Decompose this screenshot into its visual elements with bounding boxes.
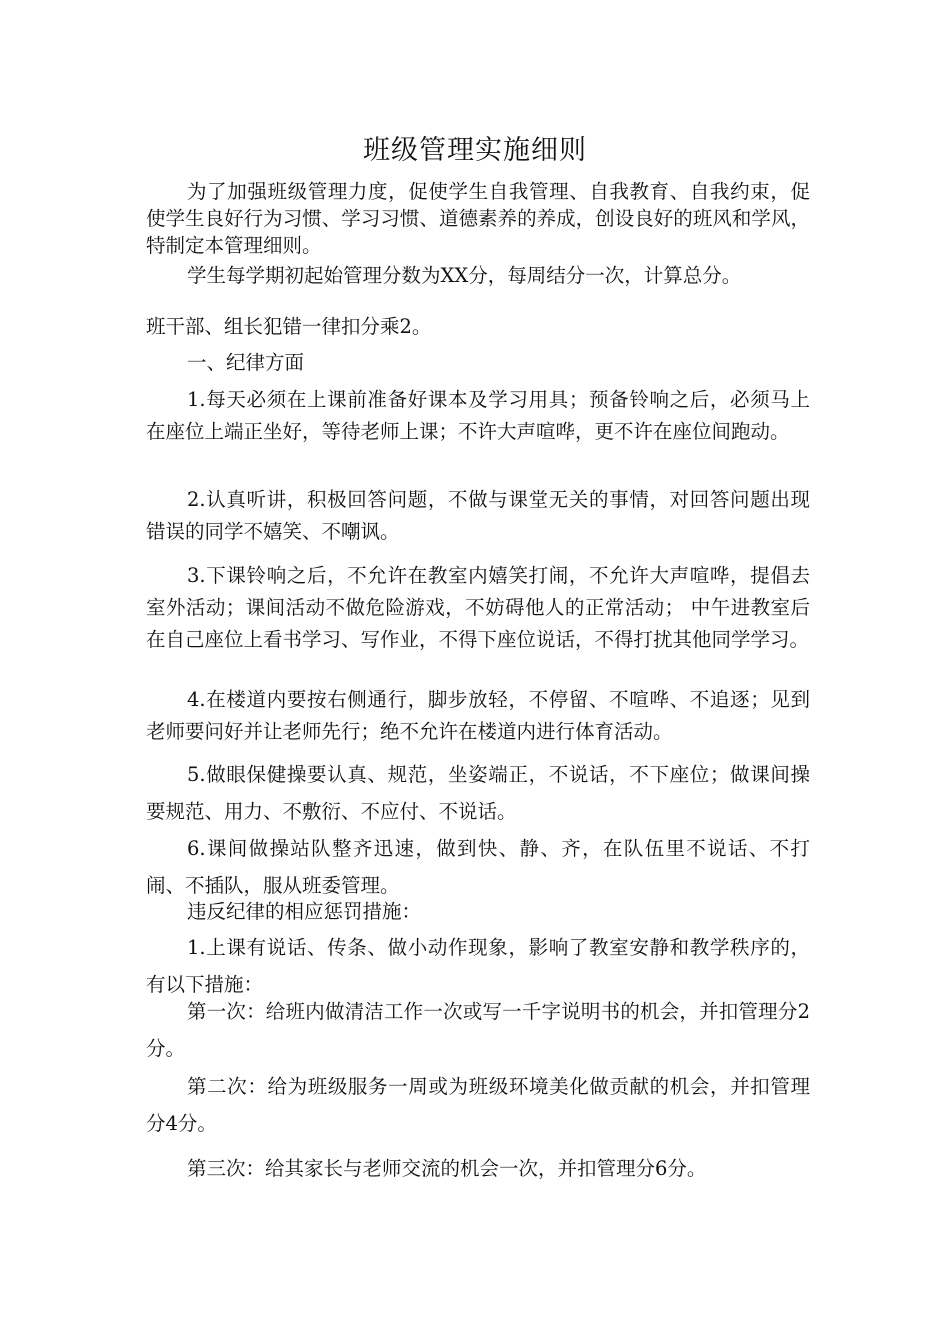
rule-6: 6.课间做操站队整齐迅速，做到快、静、齐，在队伍里不说话、不打闹、不插队，服从班委管理。 [146,837,810,897]
penalty-1: 1.上课有说话、传条、做小动作现象，影响了教室安静和教学秩序的，有以下措施： [146,936,810,996]
rule-1: 1.每天必须在上课前准备好课本及学习用具；预备铃响之后，必须马上在座位上端正坐好，等待老师上课；不许大声喧哗，更不许在座位间跑动。 [146,388,810,443]
first-offense: 第一次：给班内做清洁工作一次或写一千字说明书的机会，并扣管理分2分。 [146,1000,810,1060]
document-title: 班级管理实施细则 [363,135,587,166]
penalty-heading: 违反纪律的相应惩罚措施： [187,900,422,923]
rule-4: 4.在楼道内要按右侧通行，脚步放轻，不停留、不喧哗、不追逐；见到老师要问好并让老师先行；绝不允许在楼道内进行体育活动。 [146,688,810,743]
second-offense: 第二次：给为班级服务一周或为班级环境美化做贡献的机会，并扣管理分4分。 [146,1075,810,1135]
rule-3: 3.下课铃响之后，不允许在教室内嬉笑打闹，不允许大声喧哗，提倡去室外活动；课间活动不做危险游戏，不妨碍他人的正常活动； 中午进教室后在自己座位上看书学习、写作业，不得下座位说话，不得打扰其他同学学习。 [146,564,810,651]
intro-paragraph: 为了加强班级管理力度，促使学生自我管理、自我教育、自我约束，促使学生良好行为习惯、学习习惯、道德素养的养成，创设良好的班风和学风，特制定本管理细则。 [146,180,810,257]
third-offense: 第三次：给其家长与老师交流的机会一次，并扣管理分6分。 [187,1157,707,1180]
score-base-paragraph: 学生每学期初起始管理分数为XX分，每周结分一次，计算总分。 [187,264,742,287]
section-heading-discipline: 一、纪律方面 [187,351,305,374]
rule-2: 2.认真听讲，积极回答问题，不做与课堂无关的事情，对回答问题出现错误的同学不嬉笑、不嘲讽。 [146,488,810,543]
rule-5: 5.做眼保健操要认真、规范，坐姿端正，不说话，不下座位；做课间操要规范、用力、不敷衍、不应付、不说话。 [146,763,810,823]
cadre-rule-paragraph: 班干部、组长犯错一律扣分乘2。 [146,315,432,338]
